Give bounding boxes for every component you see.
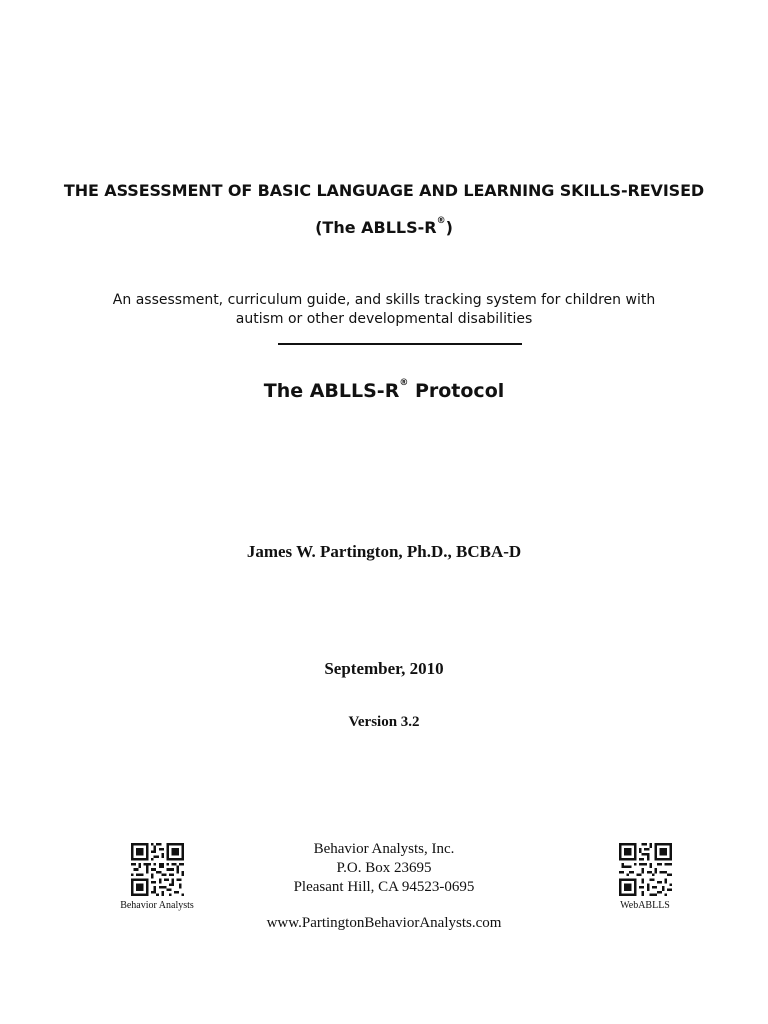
registered-mark: ® xyxy=(436,216,446,226)
qr-caption-behavior-analysts: Behavior Analysts xyxy=(120,900,194,911)
qr-caption-webablls: WebABLLS xyxy=(620,900,670,911)
subtitle-close: ) xyxy=(445,218,453,237)
protocol-registered-mark: ® xyxy=(399,378,409,388)
author-name: James W. Partington, Ph.D., BCBA-D xyxy=(246,542,522,561)
document-title: THE ASSESSMENT OF BASIC LANGUAGE AND LEARNING SKILLS-REVISED xyxy=(63,181,705,200)
title-divider xyxy=(278,343,522,345)
version-label: Version 3.2 xyxy=(348,714,420,730)
description-line-2: autism or other developmental disabilities xyxy=(235,311,533,327)
publisher-website[interactable]: www.PartingtonBehaviorAnalysts.com xyxy=(266,915,502,931)
document-description xyxy=(0,291,768,329)
publisher-city: Pleasant Hill, CA 94523-0695 xyxy=(293,879,475,895)
publication-date: September, 2010 xyxy=(324,659,444,678)
qr-webablls xyxy=(595,843,695,911)
protocol-title xyxy=(0,380,768,402)
publisher-po-box: P.O. Box 23695 xyxy=(336,860,432,876)
qr-behavior-analysts xyxy=(107,843,207,911)
protocol-title-text: The ABLLS-R xyxy=(263,380,400,402)
subtitle-text: (The ABLLS-R xyxy=(315,218,437,237)
qr-code-icon xyxy=(619,843,672,896)
protocol-title-suffix: Protocol xyxy=(408,380,505,402)
qr-code-icon xyxy=(131,843,184,896)
publisher-name: Behavior Analysts, Inc. xyxy=(313,841,455,857)
description-line-1: An assessment, curriculum guide, and skills tracking system for children with xyxy=(112,292,656,308)
document-subtitle xyxy=(0,218,768,237)
